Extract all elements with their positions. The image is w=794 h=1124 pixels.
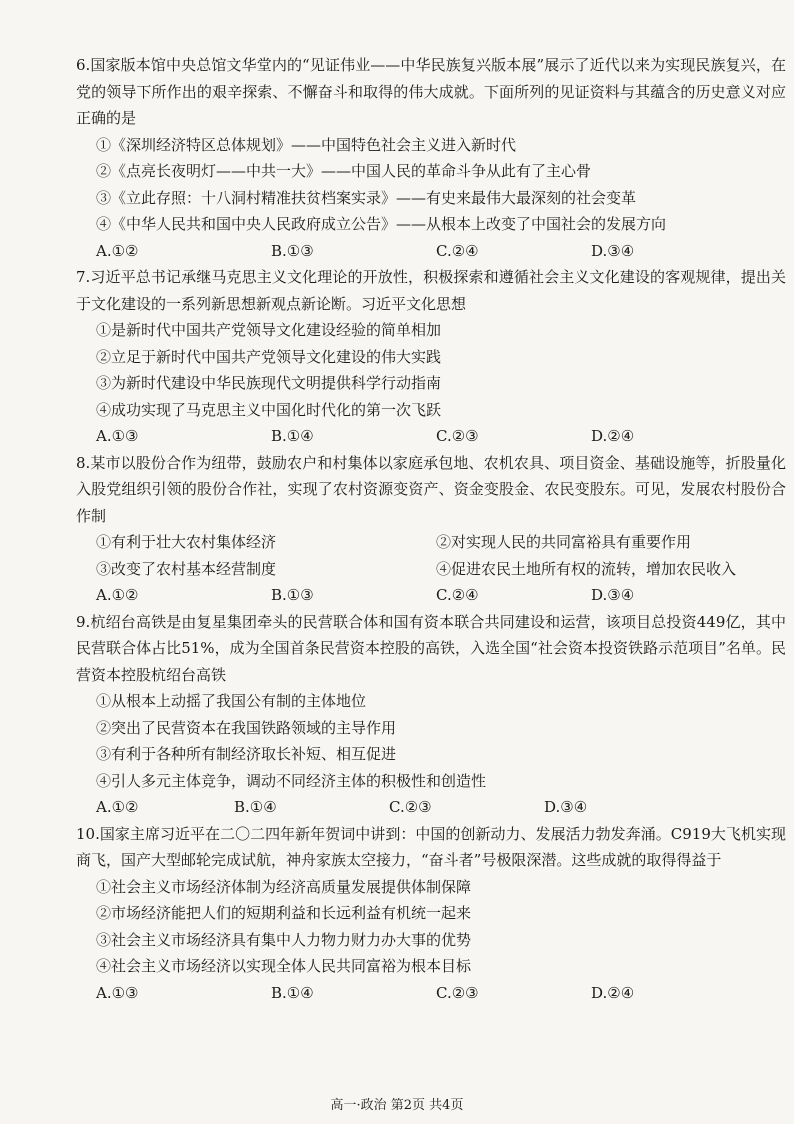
question-9-option-1: ①从根本上动摇了我国公有制的主体地位	[96, 692, 367, 710]
question-7-option-1: ①是新时代中国共产党领导文化建设经验的简单相加	[96, 321, 442, 339]
question-8-option-1: ①有利于壮大农村集体经济	[96, 533, 277, 551]
question-10-stem: 10.国家主席习近平在二〇二四年新年贺词中讲到：中国的创新动力、发展活力勃发奔涌。C919大飞机实现商飞，国产大型邮轮完成试航，神舟家族太空接力，“奋斗者”号极限深潜。这些成就的取得得益于	[76, 824, 786, 869]
question-9-option-2: ②突出了民营资本在我国铁路领域的主导作用	[96, 718, 397, 737]
question-8-options	[76, 529, 786, 582]
question-8-choices	[76, 582, 786, 609]
question-7-option-2: ②立足于新时代中国共产党领导文化建设的伟大实践	[96, 347, 442, 366]
question-8-option-3: ③改变了农村基本经营制度	[96, 559, 277, 578]
question-9-option-3: ③有利于各种所有制经济取长补短、相互促进	[96, 745, 397, 763]
question-9-option-4: ④引人多元主体竞争，调动不同经济主体的积极性和创造性	[96, 771, 487, 790]
question-9-stem: 9.杭绍台高铁是由复星集团牵头的民营联合体和国有资本联合共同建设和运营，该项目总投资449亿，其中民营联合体占比51%，成为全国首条民营资本控股的高铁，入选全国“社会资本投资铁路示范项目”名单。民营资本控股杭绍台高铁	[76, 612, 786, 684]
question-8-option-2: ②对实现人民的共同富裕具有重要作用	[436, 533, 692, 551]
question-7-choice-b[interactable]: B.①④	[271, 427, 314, 445]
question-6-choice-b[interactable]: B.①③	[271, 241, 314, 260]
question-8-choice-b[interactable]: B.①③	[271, 586, 314, 604]
question-7	[76, 264, 786, 450]
question-6	[76, 52, 786, 264]
question-10-option-1: ①社会主义市场经济体制为经济高质量发展提供体制保障	[96, 877, 472, 896]
question-7-option-4: ④成功实现了马克思主义中国化时代化的第一次飞跃	[96, 400, 442, 419]
question-7-choice-a[interactable]: A.①③	[96, 427, 139, 445]
question-10	[76, 821, 786, 1007]
question-6-stem: 6.国家版本馆中央总馆文华堂内的“见证伟业——中华民族复兴版本展”展示了近代以来为实现民族复兴，在党的领导下所作出的艰辛探索、不懈奋斗和取得的伟大成就。下面所列的见证资料与其蕴含的历史意义对应正确的是	[76, 56, 786, 127]
question-9-choices	[76, 794, 786, 821]
question-10-option-4: ④社会主义市场经济以实现全体人民共同富裕为根本目标	[96, 957, 472, 975]
question-7-option-3: ③为新时代建设中华民族现代文明提供科学行动指南	[96, 374, 442, 392]
question-list	[76, 52, 786, 1006]
question-10-choice-b[interactable]: B.①④	[271, 983, 314, 1002]
question-10-option-2: ②市场经济能把人们的短期利益和长远利益有机统一起来	[96, 904, 472, 922]
question-7-choices	[76, 423, 786, 450]
question-9-choice-c[interactable]: C.②③	[389, 798, 432, 816]
question-8-option-4: ④促进农民土地所有权的流转，增加农民收入	[436, 559, 737, 578]
question-8-choice-c[interactable]: C.②④	[436, 586, 479, 604]
question-10-choice-c[interactable]: C.②③	[436, 983, 479, 1002]
question-6-choice-c[interactable]: C.②④	[436, 241, 479, 260]
question-9-choice-d[interactable]: D.③④	[544, 798, 588, 816]
question-8-stem: 8.某市以股份合作为纽带，鼓励农户和村集体以家庭承包地、农机农具、项目资金、基础设施等，折股量化入股党组织引领的股份合作社，实现了农村资源变资产、资金变股金、农民变股东。可见，发展农村股份合作制	[76, 453, 786, 525]
question-6-option-1: ①《深圳经济特区总体规划》——中国特色社会主义进入新时代	[96, 135, 517, 154]
question-8-choice-d[interactable]: D.③④	[591, 586, 635, 604]
question-10-choice-a[interactable]: A.①③	[96, 983, 139, 1002]
question-6-choice-d[interactable]: D.③④	[591, 241, 635, 260]
question-6-option-2: ②《点亮长夜明灯——中共一大》——中国人民的革命斗争从此有了主心骨	[96, 162, 592, 180]
question-10-choices	[76, 980, 786, 1007]
question-8-choice-a[interactable]: A.①②	[96, 586, 139, 604]
question-10-choice-d[interactable]: D.②④	[591, 983, 635, 1002]
page-footer: 高一·政治 第2页 共4页	[330, 1098, 464, 1113]
question-8	[76, 450, 786, 609]
question-9	[76, 609, 786, 821]
question-7-stem: 7.习近平总书记承继马克思主义文化理论的开放性，积极探索和遵循社会主义文化建设的客观规律，提出关于文化建设的一系列新思想新观点新论断。习近平文化思想	[76, 268, 786, 313]
question-6-choices	[76, 238, 786, 265]
question-6-option-4: ④《中华人民共和国中央人民政府成立公告》——从根本上改变了中国社会的发展方向	[96, 215, 667, 233]
question-10-option-3: ③社会主义市场经济具有集中人力物力财力办大事的优势	[96, 930, 472, 949]
question-6-choice-a[interactable]: A.①②	[96, 241, 139, 260]
question-9-choice-b[interactable]: B.①④	[234, 798, 277, 816]
question-7-choice-c[interactable]: C.②③	[436, 427, 479, 445]
question-9-choice-a[interactable]: A.①②	[96, 798, 139, 816]
question-7-choice-d[interactable]: D.②④	[591, 427, 635, 445]
question-6-option-3: ③《立此存照：十八洞村精准扶贫档案实录》——有史来最伟大最深刻的社会变革	[96, 188, 637, 207]
